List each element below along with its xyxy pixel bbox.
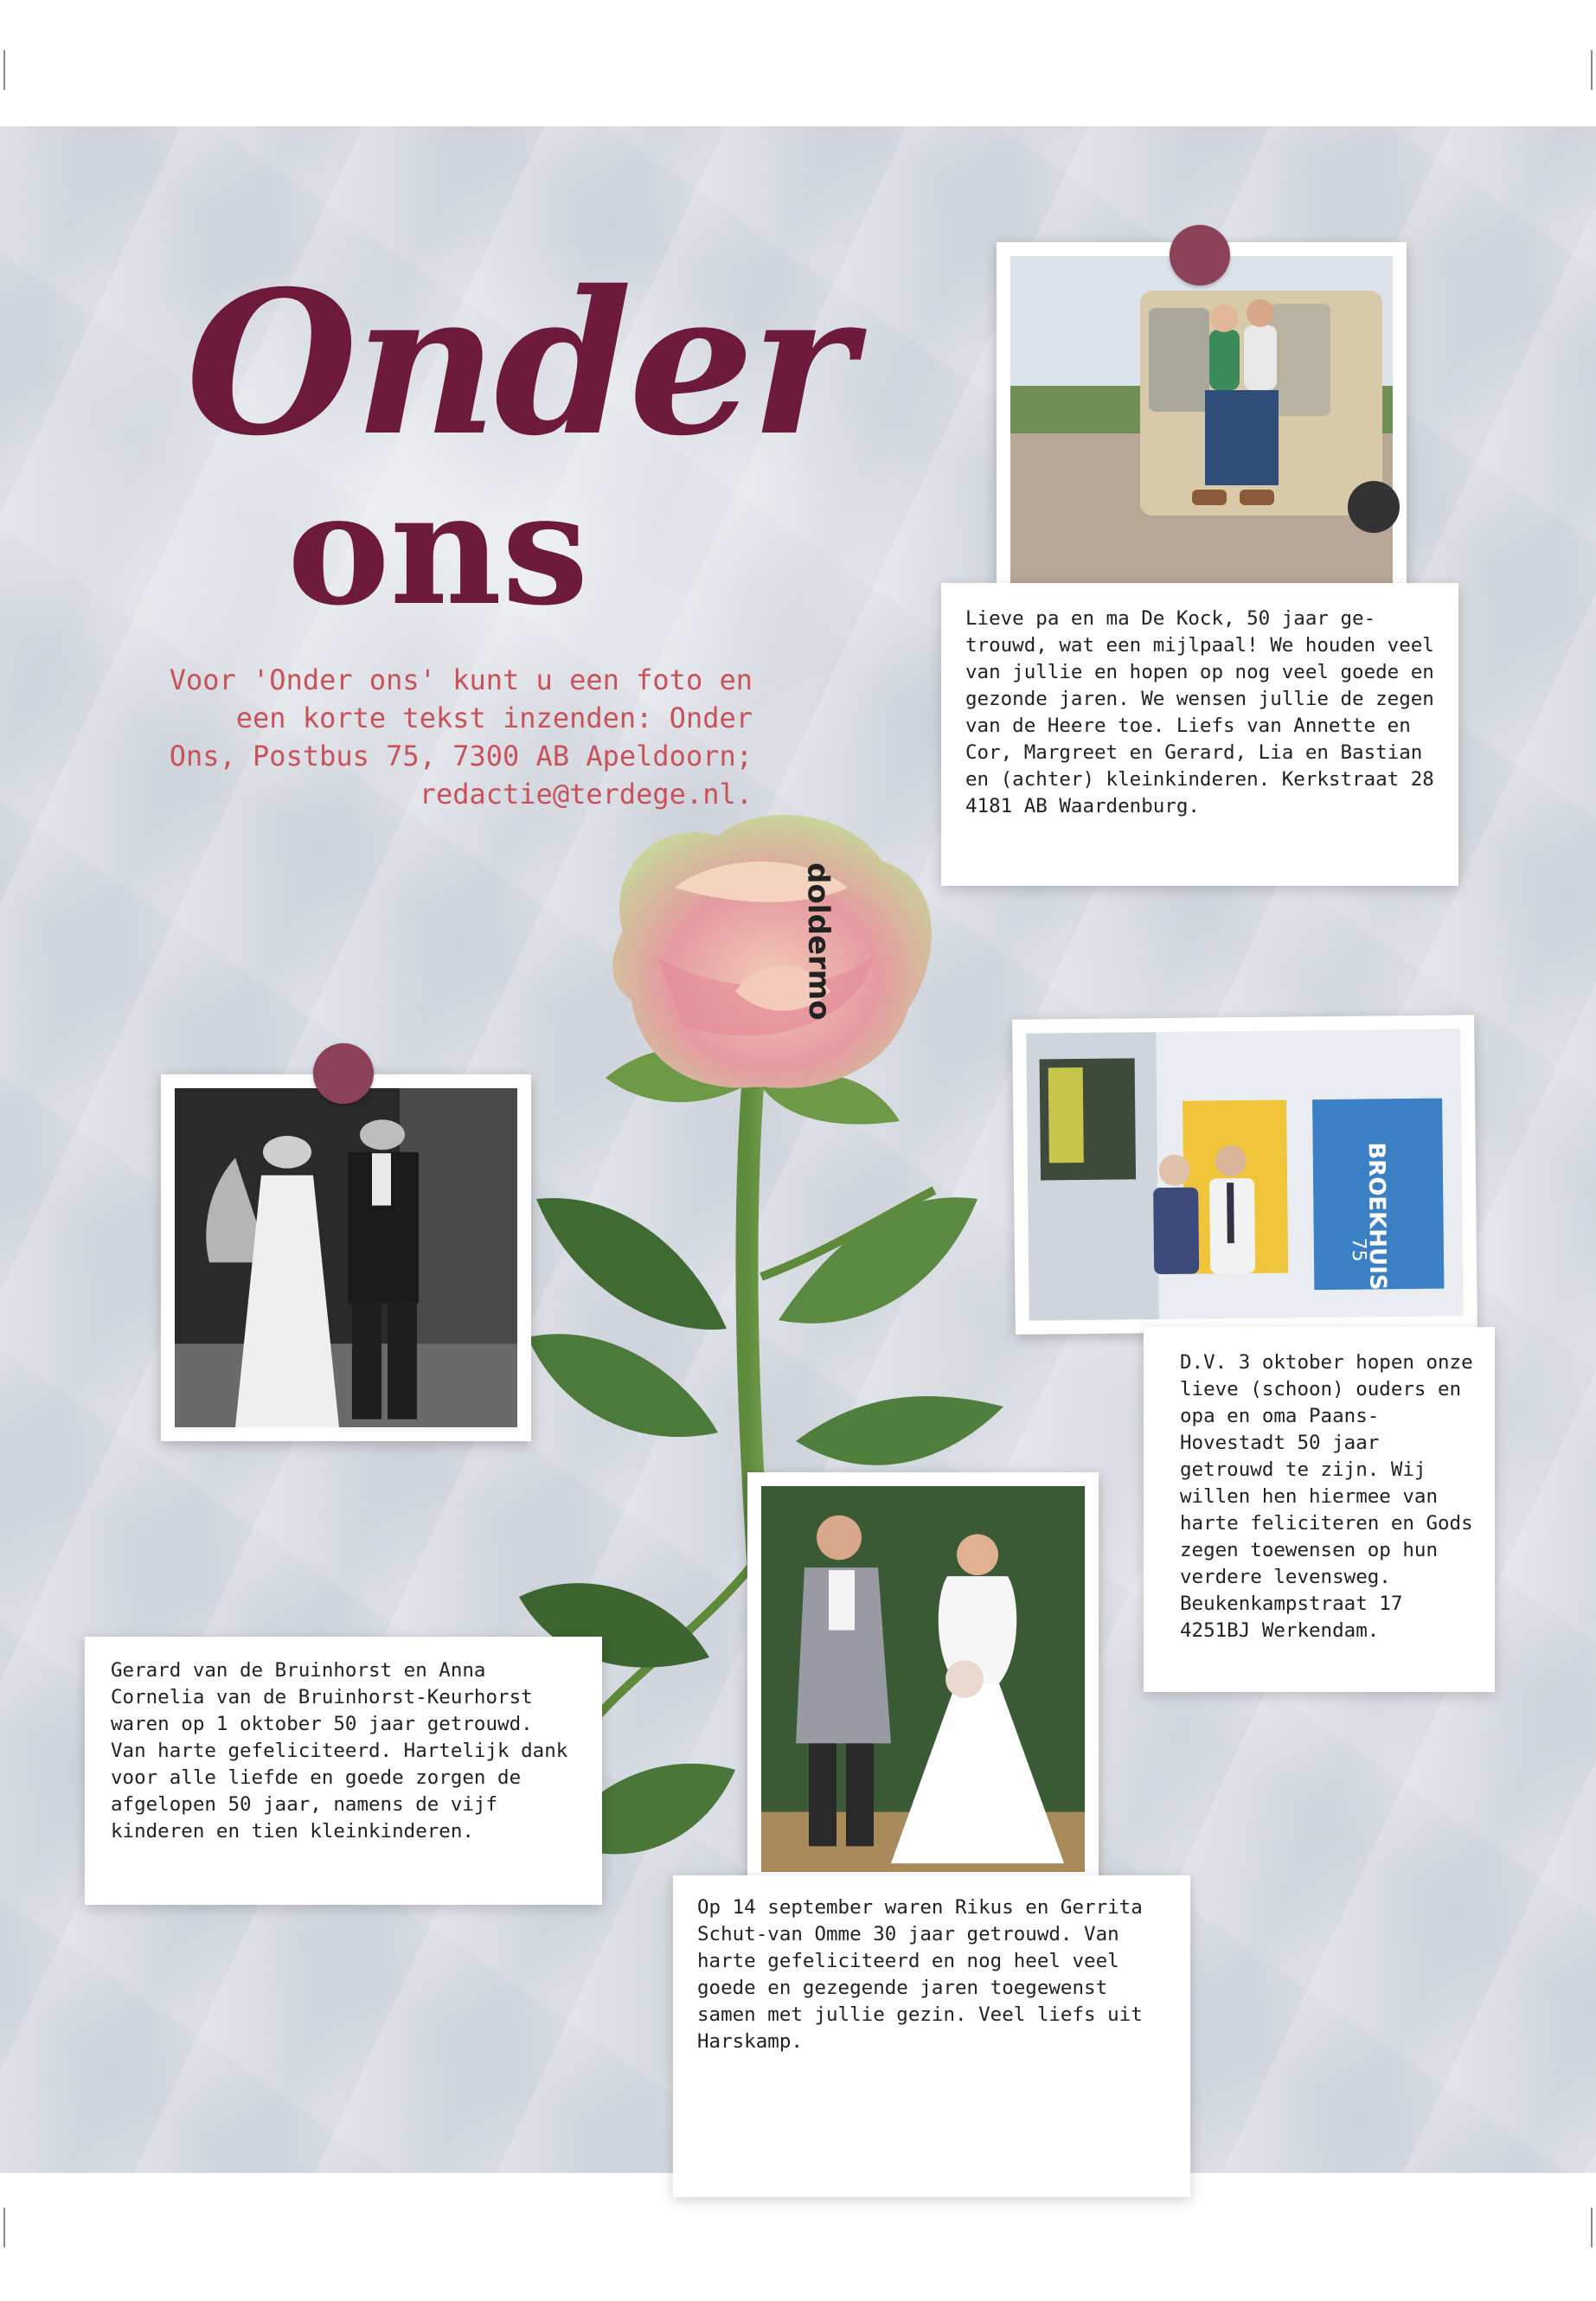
- photo-paans: [800, 862, 1477, 1335]
- photo-de-kock: [997, 242, 1407, 588]
- pin-bruinhorst: [313, 1043, 374, 1104]
- crop-mark-bottom-left: [3, 2208, 5, 2247]
- crop-mark-top-left: [3, 50, 5, 90]
- banner-doldermo: doldermo: [800, 862, 837, 1021]
- note-bruinhorst: Gerard van de Bruinhorst en Anna Cornelia van de Bruinhorst-Keurhorst waren op 1 oktober 50 jaar getrouwd. Van harte gefeliciteerd. Hartelijk dank voor alle liefde en goede zorgen de afgelopen 50 jaar, namens de vijf kinderen en tien kleinkinderen.: [85, 1637, 602, 1905]
- crop-mark-bottom-right: [1591, 2208, 1593, 2247]
- submission-info: Voor 'Onder ons' kunt u een foto en een korte tekst inzenden: Onder Ons, Postbus 75, 7300 AB Apeldoorn; redactie@terdege.nl.: [169, 663, 753, 811]
- photo-de-kock-image: [1010, 256, 1393, 585]
- banner-broekhuis: BROEKHUIS: [1362, 1142, 1391, 1291]
- banner-broekhuis-number: 75: [1347, 1237, 1370, 1262]
- page-sheet: [0, 126, 1596, 2173]
- crop-mark-top-right: [1591, 50, 1593, 90]
- photo-paans-image: [800, 862, 1463, 1320]
- photo-schut-image: [761, 1486, 1085, 1872]
- pin-de-kock: [1170, 225, 1230, 285]
- page-title-line2: ons: [287, 458, 589, 639]
- note-paans: D.V. 3 oktober hopen onze lieve (schoon) ouders en opa en oma Paans-Hovestadt 50 jaar getrouwd te zijn. Wij willen hen hiermee van harte feliciteren en Gods zegen toewensen op hun verdere levensweg. Beukenkampstraat 17 4251BJ Werkendam.: [1144, 1327, 1495, 1692]
- note-schut: Op 14 september waren Rikus en Gerrita Schut-van Omme 30 jaar getrouwd. Van harte gefeliciteerd en nog heel veel goede en gezegende jaren toegewenst samen met jullie gezin. Veel liefs uit Harskamp.: [673, 1875, 1190, 2197]
- note-de-kock: Lieve pa en ma De Kock, 50 jaar ge-trouwd, wat een mijlpaal! We houden veel van jullie en hopen op nog veel goede en gezonde jaren. We wensen jullie de zegen van de Heere toe. Liefs van Annette en Cor, Margreet en Gerard, Lia en Bastian en (achter) kleinkinderen. Kerkstraat 28 4181 AB Waardenburg.: [941, 583, 1458, 886]
- page-title-line1: Onder: [186, 247, 851, 479]
- photo-bruinhorst-image: [175, 1088, 517, 1427]
- photo-bruinhorst: [161, 1074, 531, 1441]
